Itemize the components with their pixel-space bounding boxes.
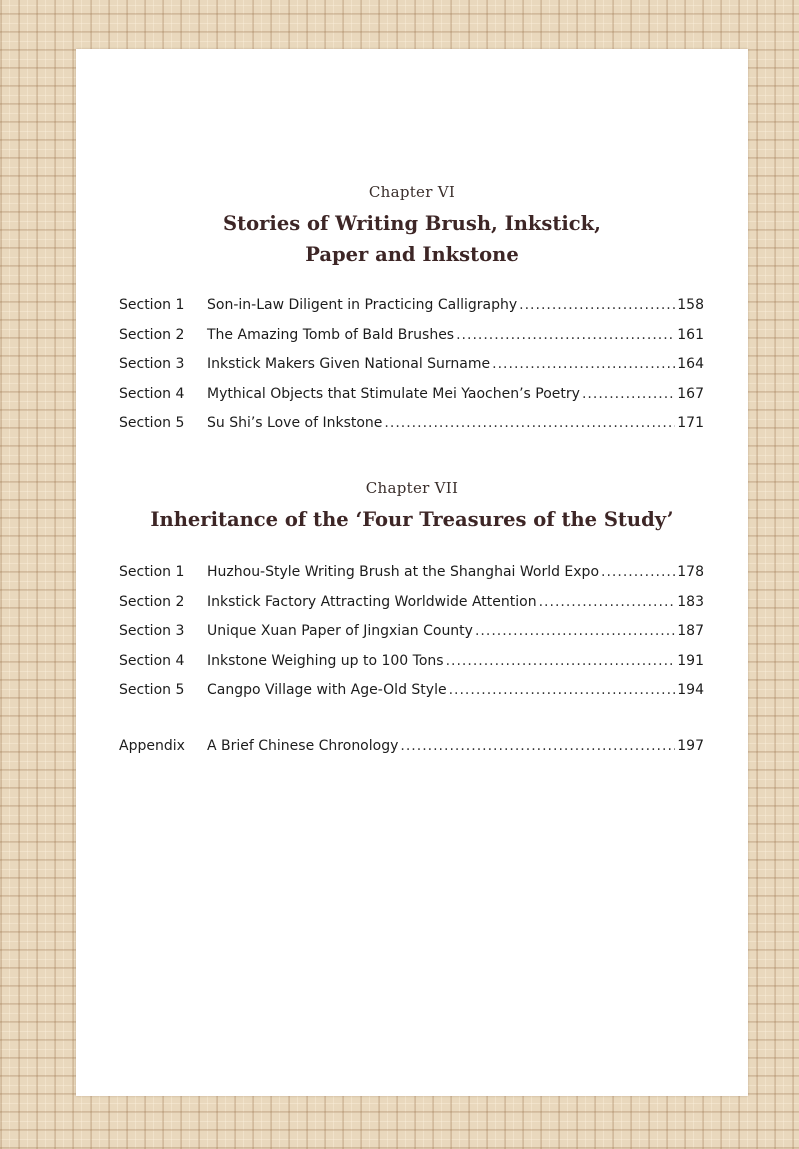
toc-section-title: The Amazing Tomb of Bald Brushes — [207, 326, 455, 343]
toc-page-number: 158 — [677, 297, 704, 313]
toc-page-number: 167 — [677, 385, 704, 402]
toc-section-number: Section 2 — [119, 593, 185, 610]
toc-section-title: Inkstone Weighing up to 100 Tons — [207, 652, 444, 669]
chapter-7-title: Inheritance of the ‘Four Treasures of the Study’ — [150, 508, 674, 531]
toc-section-number: Section 4 — [119, 652, 185, 669]
toc-leader-dots — [475, 623, 675, 639]
toc-section-title: Su Shi’s Love of Inkstone — [207, 415, 383, 432]
toc-section-number: Section 5 — [119, 682, 185, 699]
toc-section-title: Mythical Objects that Stimulate Mei Yaochen’s Poetry — [207, 385, 580, 402]
appendix-toc — [119, 738, 704, 768]
toc-entry[interactable] — [119, 594, 704, 624]
toc-leader-dots — [446, 653, 676, 669]
toc-entry[interactable] — [119, 386, 704, 416]
chapter-6-title — [76, 208, 748, 270]
chapter-7-label: Chapter VII — [365, 479, 459, 497]
toc-page-number: 161 — [677, 326, 704, 343]
toc-page-number: 164 — [677, 356, 704, 373]
toc-entry[interactable] — [119, 682, 704, 712]
toc-section-title: Cangpo Village with Age-Old Style — [207, 682, 447, 699]
toc-section-number: Section 3 — [119, 356, 185, 373]
toc-entry[interactable] — [119, 415, 704, 445]
toc-leader-dots — [601, 564, 675, 580]
toc-section-number: Section 1 — [119, 297, 185, 313]
toc-entry[interactable] — [119, 356, 704, 386]
toc-entry[interactable] — [119, 564, 704, 594]
toc-entry[interactable] — [119, 327, 704, 357]
chapter-6-title-line-2: Paper and Inkstone — [305, 243, 519, 266]
toc-leader-dots — [539, 594, 676, 610]
book-page — [76, 49, 748, 1096]
toc-page-number: 191 — [677, 652, 704, 669]
chapter-6-toc — [119, 297, 704, 445]
toc-page-number: 187 — [677, 623, 704, 640]
toc-leader-dots — [449, 682, 676, 698]
toc-section-title: Son-in-Law Diligent in Practicing Calligraphy — [207, 297, 518, 313]
toc-leader-dots — [492, 356, 675, 372]
chapter-6-title-line-1: Stories of Writing Brush, Inkstick, — [223, 212, 601, 235]
toc-section-title: Inkstick Factory Attracting Worldwide Attention — [207, 593, 537, 610]
toc-section-number: Section 4 — [119, 385, 185, 402]
toc-leader-dots — [519, 297, 675, 313]
toc-entry[interactable] — [119, 297, 704, 327]
chapter-6-label: Chapter VI — [368, 183, 456, 201]
toc-section-title: Unique Xuan Paper of Jingxian County — [207, 623, 473, 640]
toc-entry[interactable] — [119, 623, 704, 653]
toc-page-number: 178 — [677, 564, 704, 580]
toc-section-title: Inkstick Makers Given National Surname — [207, 356, 491, 373]
toc-leader-dots — [384, 415, 675, 431]
toc-section-number: Section 2 — [119, 326, 185, 343]
toc-leader-dots — [456, 327, 675, 343]
toc-page-number: 183 — [677, 593, 704, 610]
toc-page-number: 171 — [677, 415, 704, 432]
toc-section-number: Section 3 — [119, 623, 185, 640]
chapter-7-toc — [119, 564, 704, 712]
toc-leader-dots — [400, 738, 675, 754]
toc-section-number: Section 5 — [119, 415, 185, 432]
toc-section-number: Section 1 — [119, 564, 185, 580]
toc-appendix-label: Appendix — [119, 738, 185, 754]
toc-appendix-title: A Brief Chinese Chronology — [207, 738, 399, 754]
toc-page-number: 194 — [677, 682, 704, 699]
toc-leader-dots — [582, 386, 675, 402]
toc-entry[interactable] — [119, 653, 704, 683]
toc-page-number: 197 — [677, 738, 704, 754]
toc-entry-appendix[interactable] — [119, 738, 704, 768]
toc-section-title: Huzhou-Style Writing Brush at the Shanghai World Expo — [207, 564, 600, 580]
